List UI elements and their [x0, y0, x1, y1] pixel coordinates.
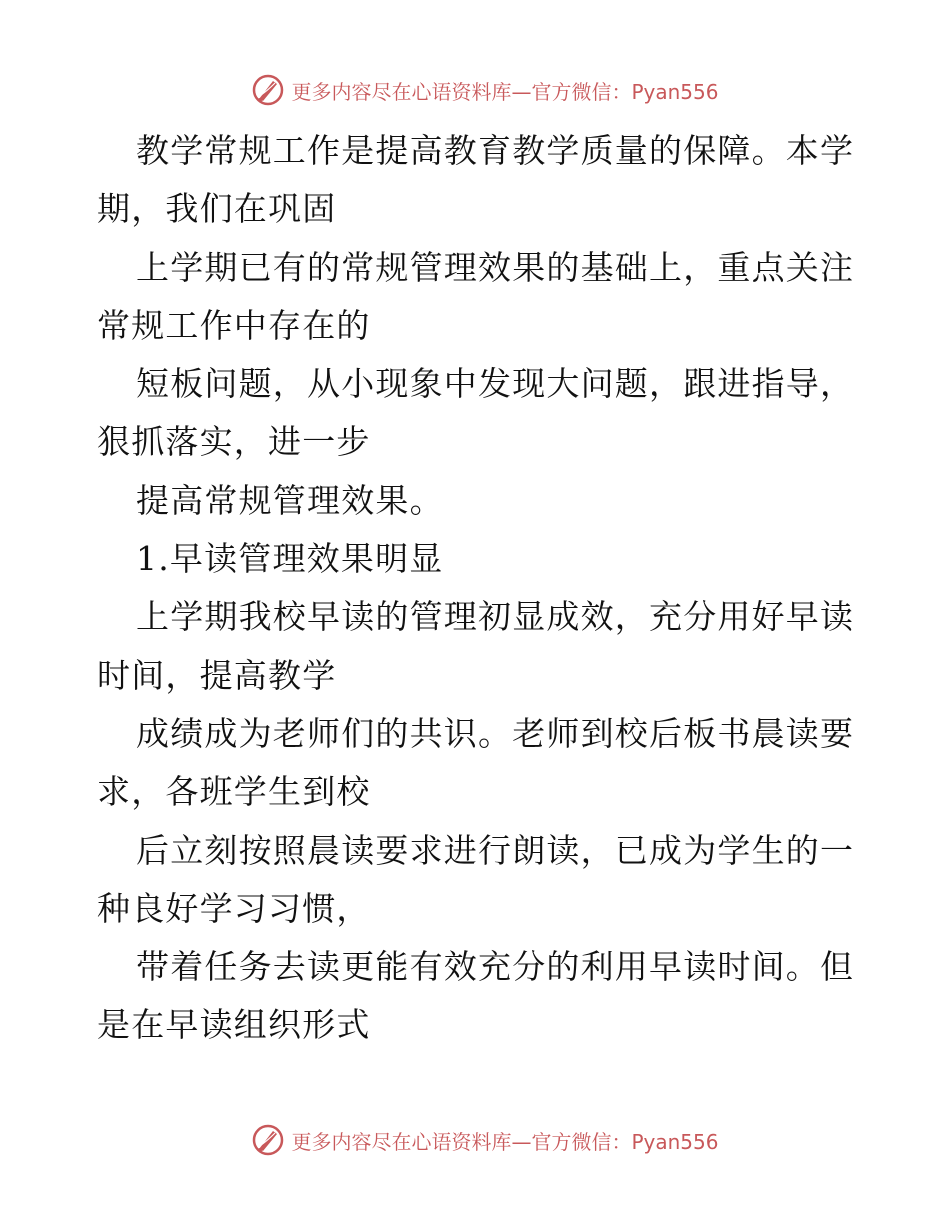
- footer-banner-inner: [251, 1123, 718, 1157]
- paragraph-line: 带着任务去读更能有效充分的利用早读时间。但: [136, 947, 855, 987]
- quill-logo-icon: [251, 73, 285, 107]
- paragraph-line: 期，我们在巩固: [97, 189, 337, 229]
- quill-logo-icon: [251, 1123, 285, 1157]
- paragraph-line: 种良好学习习惯，: [97, 888, 371, 928]
- paragraph-line: 狠抓落实，进一步: [97, 422, 371, 462]
- footer-banner-text: 更多内容尽在心语资料库—官方微信：Pyan556: [291, 1129, 719, 1154]
- paragraph-line: 提高常规管理效果。: [136, 480, 444, 520]
- paragraph-line: 上学期我校早读的管理初显成效，充分用好早读: [136, 597, 855, 637]
- footer-banner: [0, 1120, 950, 1160]
- header-banner: [0, 70, 950, 110]
- header-banner-text: 更多内容尽在心语资料库—官方微信：Pyan556: [291, 79, 719, 104]
- paragraph-line: 短板问题，从小现象中发现大问题，跟进指导，: [136, 364, 855, 404]
- paragraph-line: 上学期已有的常规管理效果的基础上，重点关注: [136, 247, 855, 287]
- paragraph-line: 常规工作中存在的: [97, 305, 371, 345]
- paragraph-line: 后立刻按照晨读要求进行朗读，已成为学生的一: [136, 830, 855, 870]
- paragraph-line: 是在早读组织形式: [97, 1005, 371, 1045]
- document-body: [97, 122, 857, 1055]
- paragraph-line: 求，各班学生到校: [97, 772, 371, 812]
- header-banner-inner: [251, 73, 718, 107]
- section-heading: 1.早读管理效果明显: [136, 539, 444, 579]
- paragraph-line: 成绩成为老师们的共识。老师到校后板书晨读要: [136, 713, 855, 753]
- paragraph-line: 教学常规工作是提高教育教学质量的保障。本学: [136, 131, 855, 170]
- paragraph-line: 时间，提高教学: [97, 655, 337, 695]
